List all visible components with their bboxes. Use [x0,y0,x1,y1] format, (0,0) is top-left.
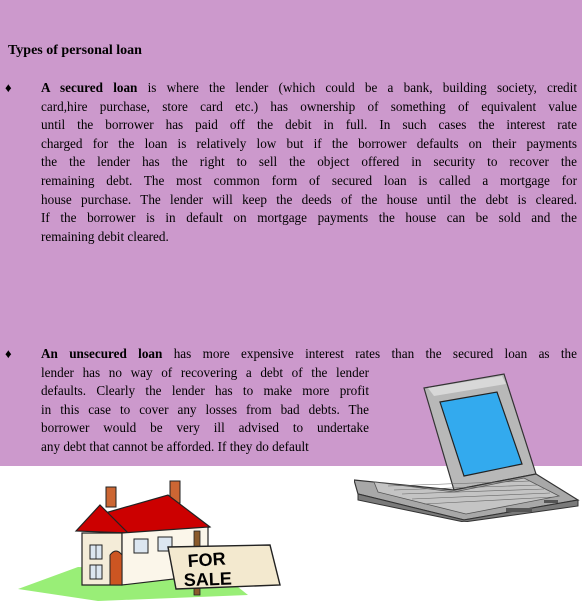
sign-line-1: FOR [186,548,227,572]
unsecured-loan-paragraph [41,345,577,364]
paragraph-line: remaining debt. The most common form of secured loan is called a mortgage for [41,172,577,188]
sign-line-2: SALE [183,568,233,591]
paragraph-line: A secured loan is where the lender (which could be a bank, building society, credit [41,80,577,95]
page-title: Types of personal loan [8,43,142,58]
paragraph-line: any debt that cannot be afforded. If they do default [41,438,309,454]
secured-loan-paragraph [41,79,577,246]
paragraph-line: in this case to cover any losses from bad debts. The [41,401,369,417]
laptop-illustration [354,368,580,522]
unsecured-loan-term: An unsecured loan [41,346,163,361]
paragraph-line: card,hire purchase, store card etc.) has ownership of something of equivalent value [41,98,577,114]
paragraph-line: remaining debit cleared. [41,228,169,244]
paragraph-line: defaults. Clearly the lender has to make more profit [41,383,369,399]
paragraph-line: If the borrower is in default on mortgage payments the house can be sold and the [41,210,577,226]
paragraph-line: lender has no way of recovering a debt of the lender [41,364,369,380]
bullet-icon: ♦ [5,80,12,95]
paragraph-line: until the borrower has paid off the debit in full. In such cases the interest rate [41,117,577,133]
secured-loan-term: A secured loan [41,80,138,95]
bullet-icon: ♦ [5,346,12,361]
paragraph-line: the the lender has the right to sell the object offered in security to recover the [41,154,577,170]
paragraph-line: house purchase. The lender will keep the deeds of the house until the debt is cleared. [41,191,577,207]
house-for-sale-illustration [18,475,290,601]
paragraph-line: borrower would be very ill advised to undertake [41,420,369,436]
paragraph-line: charged for the loan is relatively low but if the borrower defaults on their payments [41,135,577,151]
unsecured-loan-wrapped-text [41,364,369,457]
paragraph-line: An unsecured loan has more expensive interest rates than the secured loan as the [41,346,577,361]
